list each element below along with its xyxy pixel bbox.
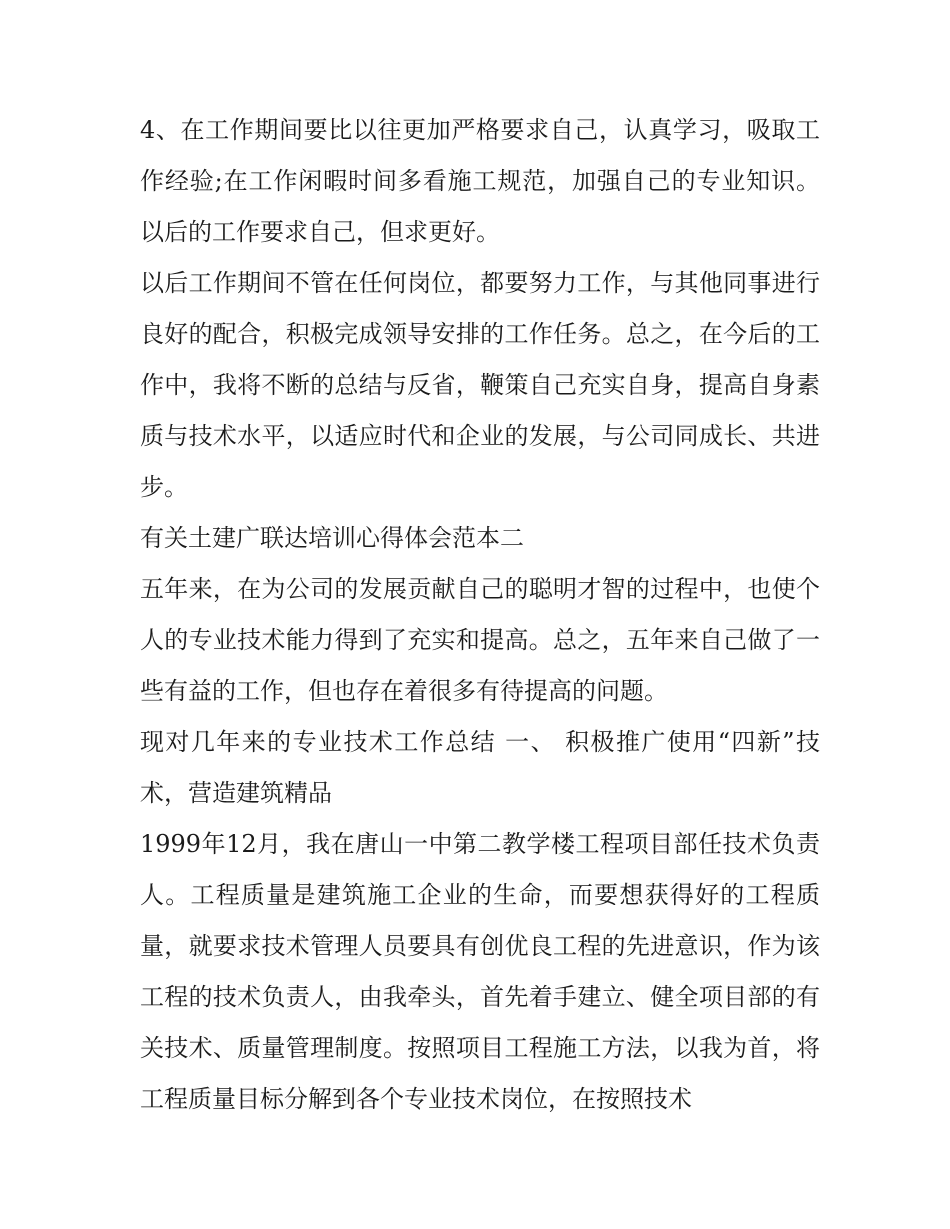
paragraph-future-work: 以后工作期间不管在任何岗位，都要努力工作，与其他同事进行良好的配合，积极完成领导安排的工作任务。总之，在今后的工作中，我将不断的总结与反省，鞭策自己充实自身，提高自身素质与技术水平，以适应时代和企业的发展，与公司同成长、共进步。 bbox=[140, 269, 820, 501]
paragraph-1999-project: 1999年12月，我在唐山一中第二教学楼工程项目部任技术负责人。工程质量是建筑施工企业的生命，而要想获得好的工程质量，就要求技术管理人员要具有创优良工程的先进意识，作为该工程的技术负责人，由我牵头，首先着手建立、健全项目部的有关技术、质量管理制度。按照项目工程施工方法，以我为首，将工程质量目标分解到各个专业技术岗位，在按照技术 bbox=[140, 830, 820, 1113]
paragraph-five-years: 五年来，在为公司的发展贡献自己的聪明才智的过程中，也使个人的专业技术能力得到了充实和提高。总之，五年来自己做了一些有益的工作，但也存在着很多有待提高的问题。 bbox=[140, 575, 820, 705]
paragraph-summary-heading: 现对几年来的专业技术工作总结 一、 积极推广使用“四新”技术，营造建筑精品 bbox=[140, 728, 820, 807]
document-body bbox=[140, 105, 820, 1125]
paragraph-work-requirements: 4、在工作期间要比以往更加严格要求自己，认真学习，吸取工作经验;在工作闲暇时间多看施工规范，加强自己的专业知识。以后的工作要求自己，但求更好。 bbox=[140, 116, 820, 246]
section-heading: 有关土建广联达培训心得体会范本二 bbox=[140, 524, 524, 552]
